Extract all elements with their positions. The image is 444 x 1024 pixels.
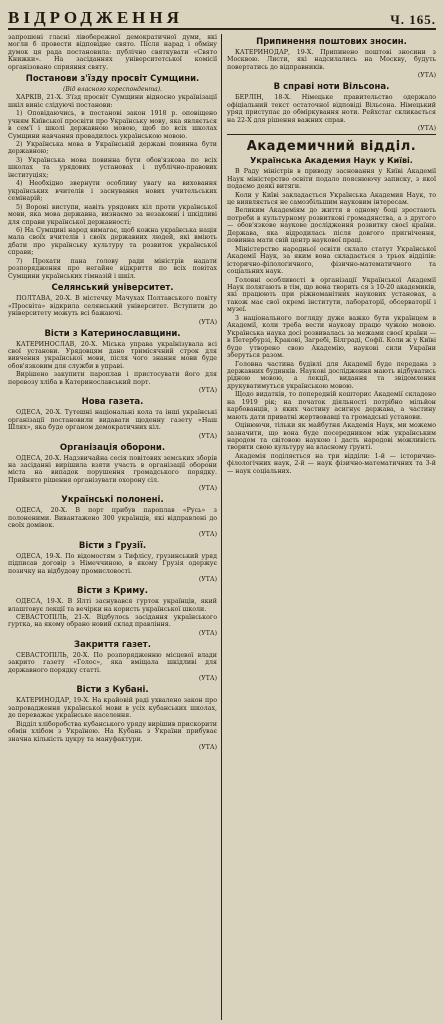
article-columns — [8, 34, 436, 1020]
article-title: Припинення поштових зносин. — [256, 37, 407, 47]
paragraph: ОДЕСА, 20-Х. Надзвичайна сесія повітових земських зборів на засіданні вирішила взяти участь в організації оборони міста на випадок порушення громадського порядку. Прийнято рішення організувати охорону сіл. — [8, 454, 217, 484]
paragraph: ХАРКІВ, 21-Х. З'їзд просвіт Сумщини відносно українізації шкіл виніс слідуючі постанови: — [8, 94, 217, 109]
paragraph: СЕВАСТОПІЛЬ, 20-Х. По розпорядженню місцевої влади закрито газету «Голос», яка вміщала шкідливі для державного порядку статті. — [8, 651, 217, 674]
newspaper-title: ВІДРОДЖЕННЯ — [8, 8, 183, 27]
source-signature: (УТА) — [198, 629, 217, 637]
masthead — [8, 6, 436, 30]
paragraph: 3) Українська мова повинна бути обов'язкова по всіх школах та урядових установах і публічно-правових інституціях; — [8, 156, 217, 179]
paragraph: 1) Оповідаючись, в постанові закон 1918 р. оповіщено учням Київської просвіти про Українську мову, яка являється в сем'ї і школі державною мовою, щоб по всіх школах Сумщини навчання провадилось українською мовою. — [8, 110, 217, 140]
paragraph: БЕРЛІН, 18-Х. Німецьке правительство одержало офіціальний текст остаточної відповіді Вільсона. Німецький уряд приступає до обміркування ноти. Рейхстаг скликається на 22-Х для рішення важних справ. — [227, 94, 436, 124]
paragraph: 4) Необхідно звернути особливу увагу на виховання українських вчителів і заснування нових учительських семінарій; — [8, 180, 217, 203]
paragraph: Великим Академіям до життя в одному боці зростають потреби в культурному розвиткові громадянства, а з другого — обов'язкове наукове дослідження розвитку своєї країни. Держава, яка відродилась після довгого пригнічення, повинна мати свій центр наукової праці. — [227, 207, 436, 245]
article-title: Організація оборони. — [59, 442, 166, 453]
article-title: Вісти з Грузії. — [78, 540, 147, 551]
source-signature: (УТА) — [198, 387, 217, 395]
source-signature: (УТА) — [198, 432, 217, 440]
paragraph: Щодо видатків, то попередній кошторис Академії складено на 1919 рік; на початок діяльності потрібно мільйон карбованців, з яких частину асигнує держава, а частину мають дати приватні жертвовавці та громадські установи. — [227, 391, 436, 421]
article-title: Вісти з Криму. — [77, 586, 148, 597]
source-signature: (УТА) — [198, 744, 217, 751]
paragraph: 2) Українська мова в Українській державі повинна бути державною; — [8, 140, 217, 156]
paragraph: ПОЛТАВА, 20-Х. В містечку Мачухах Полтавського повіту «Просвіта» відкрила селянський університет. Вступити до університету можуть всі бажаючі. — [8, 295, 217, 318]
article-title: Вісти з Кубані. — [76, 685, 149, 696]
article-title: Закриття газет. — [74, 639, 151, 650]
paragraph: ОДЕСА, 19-Х. По відомостям з Тифлісу, грузинський уряд підписав договір з Німеччиною, в якому Грузія одержує позичку на відбудову промисловості. — [8, 552, 217, 575]
source-signature: (УТА) — [198, 576, 217, 584]
section-divider — [227, 134, 436, 135]
source-signature: (УТА) — [198, 530, 217, 538]
issue-number: Ч. 165. — [390, 12, 436, 27]
paragraph: ОДЕСА, 20-Х. В порт прибув пароплав «Русь» з полоненими. Вивантажено 300 українців, які відправлені до своїх домівок. — [8, 507, 217, 530]
section-heading: Академичний відділ. — [246, 139, 417, 155]
paragraph: КАТЕРИНОСЛАВ, 20-Х. Міська управа українізувала всі свої установи. Урядовцям дано тримісячний строк для вивчення української мови, після чого знання мови буде обов'язковим для служби в управі. — [8, 340, 217, 370]
article-title: В справі ноти Вільсона. — [273, 82, 390, 93]
article-title: Селянський університет. — [51, 283, 174, 294]
paragraph: 5) Вороні виступи, навіть урядових кіл проти української мови, яка мова державна, визнаємо за незаконні і шкідливі для справи української державності; — [8, 203, 217, 226]
paragraph: КАТЕРИНОДАР, 19-Х. На крайовій раді ухвалено закон про запровадження української мови в усіх кубанських школах, де переважає українське населення. — [8, 697, 217, 720]
left-column — [8, 34, 222, 1020]
source-signature: (УТА) — [198, 485, 217, 493]
paragraph: Головні особливості в організації Української Академії Наук полягають в тім, що вона творить ся з 10-20 академиків, які працюють при ріжноманітних наукових установах, а також має свої окремі інститути, лабораторії, обсерваторії і музеї. — [227, 276, 436, 314]
paragraph: В Раду міністрів в приводу засновання у Київі Академії Наук міністерство освіти подало пояснюючу записку, з якої подаємо деякі витяги. — [227, 168, 436, 191]
paragraph: Коли у Київі закладається Українська Академия Наук, то це виявляється не самозбільшим науковим інтересам. — [227, 191, 436, 206]
paragraph: Відділ хліборобства кубанського уряду вирішив прискорити обмін хлібом з Україною. На Кубань з України прибуває значна кількість цукру та мануфактури. — [8, 720, 217, 743]
paragraph: Головна частина будівлі для Академії буде передана з державних будинків. Наукові дослідження мають відбуватись рідною мовою, а лекції, видання та звідомлення друкуватимуться українською мовою. — [227, 360, 436, 390]
paragraph: КАТЕРИНОДАР, 19-Х. Припинено поштові зносини з Москвою. Листи, які надсилались на Москву, будуть повертатись до відправників. — [227, 49, 436, 71]
right-column — [222, 34, 436, 1020]
article-title: Постанови з'їзду просвіт Сумщини. — [25, 74, 200, 85]
paragraph: Оцінюючи, тільки як майбутня Академія Наук, ми можемо зазначити, що вона буде посередником між українським народом та світовою наукою і дасть народові можливість творити свою культуру на власному ґрунті. — [227, 422, 436, 452]
paragraph: СЕВАСТОПІЛЬ, 21-Х. Відбулось засідання українського гуртка, на якому обрано новий склад правління. — [8, 614, 217, 629]
paragraph: 6) На Сумщині народ вимагає, щоб кожна українська нація мала своїх вчителів і своїх державних людей, які вміють дбати про українську культуру та розвиток української справи; — [8, 226, 217, 257]
paragraph: Вирішено закупити пароплав і пристосувати його для перевозу хліба в Катеринославський порт. — [8, 371, 217, 386]
article-title: Українська Академия Наук у Київі. — [250, 156, 413, 166]
paragraph: Академія поділяється на три відділи: 1-й — історично-філологічних наук, 2-й — наук фізично-математичних та 3-й — наук соціальних. — [227, 452, 436, 475]
article-title: Українські полонені. — [61, 495, 164, 506]
source-signature: (УТА) — [417, 72, 436, 80]
intro-paragraph: запрошені гласні лівобережної демократичної думи, які могли б провести відповідне свято. Після нарад і обміну думок ця рада постановила: публічно святкувати «Свято Книжки». На засіданнях університетської комісії організовано сприяння святу. — [8, 34, 217, 71]
source-signature: (УТА) — [198, 318, 217, 326]
article-title: Нова газета. — [81, 397, 144, 408]
paragraph: ОДЕСА, 20-Х. Тутешні національні кола та інші українські організації постановили видавати щоденну газету «Наш Шлях», яка буде органом демократичних кіл. — [8, 409, 217, 432]
paragraph: З національного погляду дуже важко бути українцем в Академії, коли треба вести наукову працю чужою мовою. Українська наука досі розвивалась за межами своєї країни — в Петербурзі, Кракові, Загребі, Білграді, Софії. Коли ж у Київі буде утворено свою Академію, наукові сили України зберуться разом. — [227, 314, 436, 360]
paragraph: 7) Прохати пана голову ради міністрів надати розпорядження про негайне відкриття по всіх повітах Сумщини українських гімназій і шкіл. — [8, 257, 217, 280]
paragraph: ОДЕСА, 19-Х. В Ялті заснувався гурток українців, який влаштовує лекції та вечірки на користь української школи. — [8, 598, 217, 613]
source-signature: (УТА) — [198, 675, 217, 683]
article-title: Вісти з Катеринославщини. — [44, 328, 181, 339]
paragraph: Міністерство народньої освіти склало статут Української Академії Наук, за яким вона складається з трьох відділів: історично-філологичного, фізично-математичного та соціальних наук. — [227, 245, 436, 276]
article-subtitle: (Від власного кореспондента). — [63, 86, 162, 94]
source-signature: (УТА) — [417, 125, 436, 133]
